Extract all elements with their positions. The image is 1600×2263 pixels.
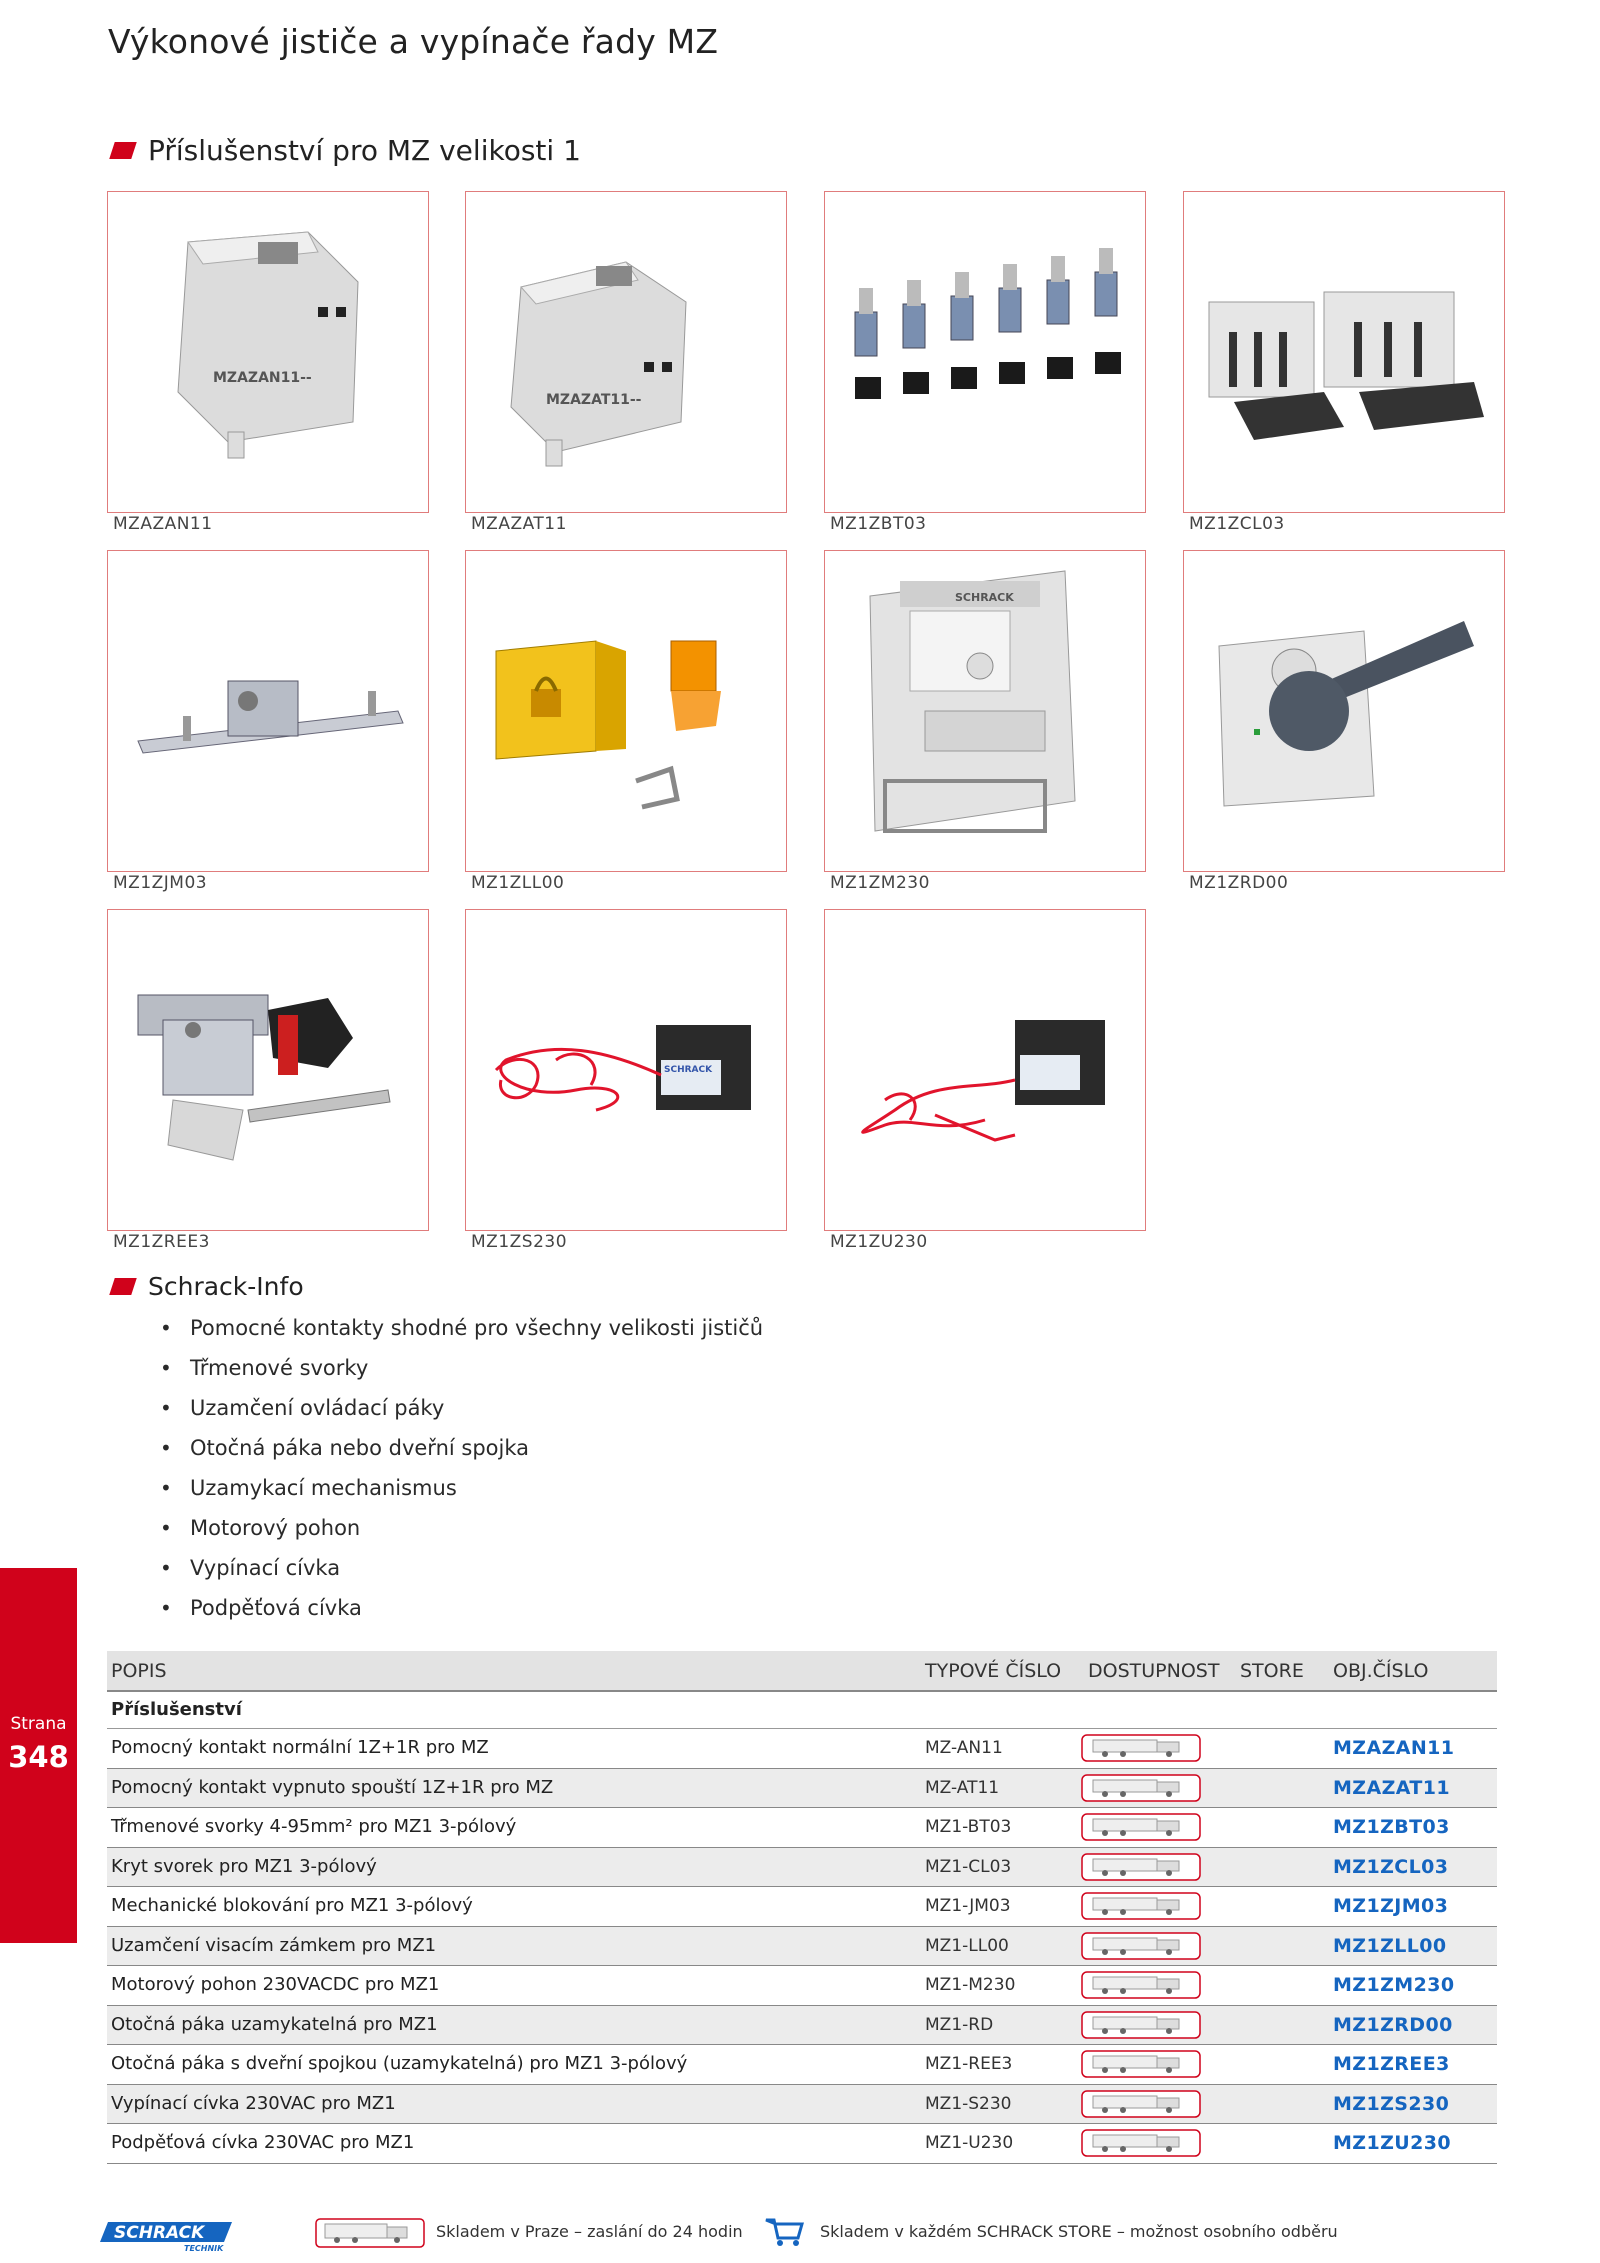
row-type-number: MZ1-CL03	[925, 1856, 1012, 1877]
section-marker-icon	[109, 142, 137, 159]
row-description: Motorový pohon 230VACDC pro MZ1	[111, 1974, 440, 1995]
shopping-cart-icon	[762, 2216, 806, 2248]
row-order-number[interactable]: MZ1ZREE3	[1333, 2053, 1450, 2075]
row-availability	[1081, 2090, 1201, 2118]
product-image-frame	[1183, 191, 1505, 513]
table-group-row: Příslušenství	[107, 1692, 1497, 1729]
row-order-number[interactable]: MZ1ZLL00	[1333, 1934, 1447, 1957]
section-title: Příslušenství pro MZ velikosti 1	[148, 134, 581, 167]
table-row[interactable]	[107, 1769, 1497, 1809]
svg-text:SCHRACK: SCHRACK	[955, 591, 1014, 604]
list-item: • Vypínací cívka	[160, 1548, 763, 1588]
row-order-number[interactable]: MZ1ZCL03	[1333, 1855, 1449, 1878]
list-item: • Třmenové svorky	[160, 1348, 763, 1388]
svg-text:MZAZAT11--: MZAZAT11--	[546, 392, 642, 408]
row-availability	[1081, 1734, 1201, 1762]
product-code: MZ1ZS230	[471, 1232, 568, 1252]
row-availability	[1081, 1892, 1201, 1920]
row-order-number[interactable]: MZAZAN11	[1333, 1737, 1455, 1759]
list-item: • Podpěťová cívka	[160, 1588, 763, 1628]
availability-truck-icon	[1081, 1734, 1201, 1762]
table-row[interactable]	[107, 2006, 1497, 2046]
terminal-clamps-icon	[825, 192, 1145, 512]
row-type-number: MZ1-M230	[925, 1975, 1016, 1995]
door-coupling-handle-icon	[108, 910, 428, 1230]
row-description: Pomocný kontakt normální 1Z+1R pro MZ	[111, 1737, 489, 1758]
row-description: Otočná páka s dveřní spojkou (uzamykatelná) pro MZ1 3-pólový	[111, 2053, 688, 2074]
column-header-store: STORE	[1240, 1659, 1304, 1682]
aux-contact-block-icon	[466, 192, 786, 512]
table-row[interactable]	[107, 1887, 1497, 1927]
row-type-number: MZ1-S230	[925, 2093, 1012, 2114]
gallery-item[interactable]	[107, 550, 429, 893]
section-marker-icon	[109, 1278, 137, 1295]
product-code: MZ1ZCL03	[1189, 514, 1285, 534]
delivery-truck-icon	[315, 2218, 425, 2248]
product-image-frame	[465, 550, 787, 872]
schrack-logo	[100, 2218, 240, 2252]
availability-truck-icon	[1081, 1774, 1201, 1802]
undervoltage-coil-icon	[825, 910, 1145, 1230]
product-image-frame	[107, 909, 429, 1231]
product-code: MZ1ZM230	[830, 873, 930, 893]
list-item: • Pomocné kontakty shodné pro všechny velikosti jističů	[160, 1308, 763, 1348]
gallery-item[interactable]	[465, 550, 787, 893]
row-description: Otočná páka uzamykatelná pro MZ1	[111, 2013, 438, 2035]
page-number: 348	[8, 1740, 69, 1774]
row-availability	[1081, 2050, 1201, 2078]
table-row[interactable]	[107, 1808, 1497, 1848]
row-description: Mechanické blokování pro MZ1 3-pólový	[111, 1895, 473, 1916]
row-type-number: MZ-AT11	[925, 1777, 1000, 1798]
row-type-number: MZ1-REE3	[925, 2054, 1013, 2074]
padlock-lock-icon	[466, 551, 786, 871]
row-availability	[1081, 1774, 1201, 1802]
aux-contact-block-icon	[108, 192, 428, 512]
row-type-number: MZ1-JM03	[925, 1896, 1011, 1916]
product-image-frame	[824, 191, 1146, 513]
shunt-trip-coil-icon	[466, 910, 786, 1230]
section-title: Schrack-Info	[148, 1272, 304, 1301]
gallery-item[interactable]	[1183, 191, 1505, 534]
row-order-number[interactable]: MZ1ZBT03	[1333, 1816, 1450, 1838]
product-code: MZ1ZRD00	[1189, 873, 1289, 893]
row-type-number: MZ1-U230	[925, 2133, 1014, 2153]
product-code: MZ1ZREE3	[113, 1232, 210, 1252]
availability-truck-icon	[1081, 2050, 1201, 2078]
gallery-item[interactable]	[465, 191, 787, 534]
availability-truck-icon	[1081, 2011, 1201, 2039]
column-header-popis: POPIS	[111, 1659, 167, 1682]
row-availability	[1081, 1813, 1201, 1841]
list-item: • Otočná páka nebo dveřní spojka	[160, 1428, 763, 1468]
row-description: Podpěťová cívka 230VAC pro MZ1	[111, 2132, 415, 2153]
product-image-frame	[107, 191, 429, 513]
page-side-tab	[0, 1568, 77, 1943]
table-row[interactable]	[107, 1848, 1497, 1888]
footer	[0, 2210, 1600, 2260]
list-item: • Uzamčení ovládací páky	[160, 1388, 763, 1428]
side-tab-label: Strana	[10, 1714, 67, 1734]
table-row[interactable]	[107, 1927, 1497, 1967]
svg-text:SCHRACK: SCHRACK	[664, 1065, 713, 1075]
table-header	[107, 1651, 1497, 1692]
product-image-frame	[465, 909, 787, 1231]
row-order-number[interactable]: MZ1ZU230	[1333, 2132, 1451, 2154]
table-body	[107, 1729, 1497, 2164]
terminal-cover-icon	[1184, 192, 1504, 512]
availability-truck-icon	[1081, 1853, 1201, 1881]
row-description: Kryt svorek pro MZ1 3-pólový	[111, 1855, 377, 1877]
list-item: • Uzamykací mechanismus	[160, 1468, 763, 1508]
availability-truck-icon	[1081, 1813, 1201, 1841]
row-availability	[1081, 2129, 1201, 2157]
row-order-number[interactable]: MZ1ZRD00	[1333, 2013, 1453, 2036]
column-header-obj-cislo: OBJ.ČÍSLO	[1333, 1659, 1429, 1682]
row-availability	[1081, 1971, 1201, 1999]
table-row[interactable]	[107, 1729, 1497, 1769]
product-table	[107, 1651, 1497, 2164]
availability-truck-icon	[1081, 2090, 1201, 2118]
table-row[interactable]	[107, 2045, 1497, 2085]
gallery-item[interactable]	[824, 909, 1146, 1252]
row-type-number: MZ-AN11	[925, 1738, 1003, 1758]
gallery-item[interactable]	[824, 550, 1146, 893]
table-row[interactable]	[107, 1966, 1497, 2006]
gallery-item[interactable]	[107, 191, 429, 534]
row-availability	[1081, 1853, 1201, 1881]
page-title: Výkonové jističe a vypínače řady MZ	[108, 22, 719, 61]
rotary-handle-icon	[1184, 551, 1504, 871]
row-description: Pomocný kontakt vypnuto spouští 1Z+1R pro MZ	[111, 1776, 554, 1798]
section-heading-accessories	[112, 134, 581, 167]
gallery-item[interactable]	[1183, 550, 1505, 893]
product-code: MZAZAN11	[113, 514, 213, 534]
row-description: Vypínací cívka 230VAC pro MZ1	[111, 2092, 396, 2114]
table-row[interactable]	[107, 2124, 1497, 2164]
product-image-frame	[107, 550, 429, 872]
column-header-dostupnost: DOSTUPNOST	[1088, 1659, 1220, 1682]
row-order-number[interactable]: MZ1ZM230	[1333, 1974, 1455, 1996]
product-gallery	[107, 191, 1507, 1261]
availability-truck-icon	[1081, 1892, 1201, 1920]
footer-stock-prague: Skladem v Praze – zaslání do 24 hodin	[436, 2222, 743, 2241]
section-heading-info	[112, 1272, 304, 1301]
svg-text:SCHRACK: SCHRACK	[114, 2223, 205, 2243]
row-order-number[interactable]: MZ1ZJM03	[1333, 1895, 1449, 1917]
mechanical-interlock-icon	[108, 551, 428, 871]
row-type-number: MZ1-BT03	[925, 1817, 1012, 1837]
product-code: MZ1ZLL00	[471, 873, 565, 893]
row-availability	[1081, 1932, 1201, 1960]
gallery-item[interactable]	[824, 191, 1146, 534]
product-image-frame	[465, 191, 787, 513]
list-item: • Motorový pohon	[160, 1508, 763, 1548]
availability-truck-icon	[1081, 2129, 1201, 2157]
row-availability	[1081, 2011, 1201, 2039]
info-list	[160, 1308, 763, 1628]
svg-text:MZAZAN11--: MZAZAN11--	[213, 370, 312, 386]
table-row[interactable]	[107, 2085, 1497, 2125]
row-type-number: MZ1-LL00	[925, 1935, 1009, 1956]
row-description: Uzamčení visacím zámkem pro MZ1	[111, 1934, 437, 1956]
gallery-item[interactable]	[107, 909, 429, 1252]
product-code: MZ1ZU230	[830, 1232, 928, 1252]
row-description: Třmenové svorky 4-95mm² pro MZ1 3-pólový	[111, 1816, 517, 1837]
row-order-number[interactable]: MZ1ZS230	[1333, 2092, 1450, 2115]
product-image-frame	[1183, 550, 1505, 872]
product-code: MZ1ZBT03	[830, 514, 927, 534]
product-code: MZAZAT11	[471, 514, 567, 534]
svg-text:TECHNIK: TECHNIK	[184, 2244, 224, 2252]
availability-truck-icon	[1081, 1971, 1201, 1999]
availability-truck-icon	[1081, 1932, 1201, 1960]
motor-operator-icon	[825, 551, 1145, 871]
footer-stock-store: Skladem v každém SCHRACK STORE – možnost osobního odběru	[820, 2222, 1338, 2241]
row-type-number: MZ1-RD	[925, 2014, 994, 2035]
product-code: MZ1ZJM03	[113, 873, 208, 893]
gallery-item[interactable]	[465, 909, 787, 1252]
row-order-number[interactable]: MZAZAT11	[1333, 1776, 1450, 1799]
product-image-frame	[824, 909, 1146, 1231]
product-image-frame	[824, 550, 1146, 872]
column-header-typove-cislo: TYPOVÉ ČÍSLO	[925, 1659, 1062, 1682]
